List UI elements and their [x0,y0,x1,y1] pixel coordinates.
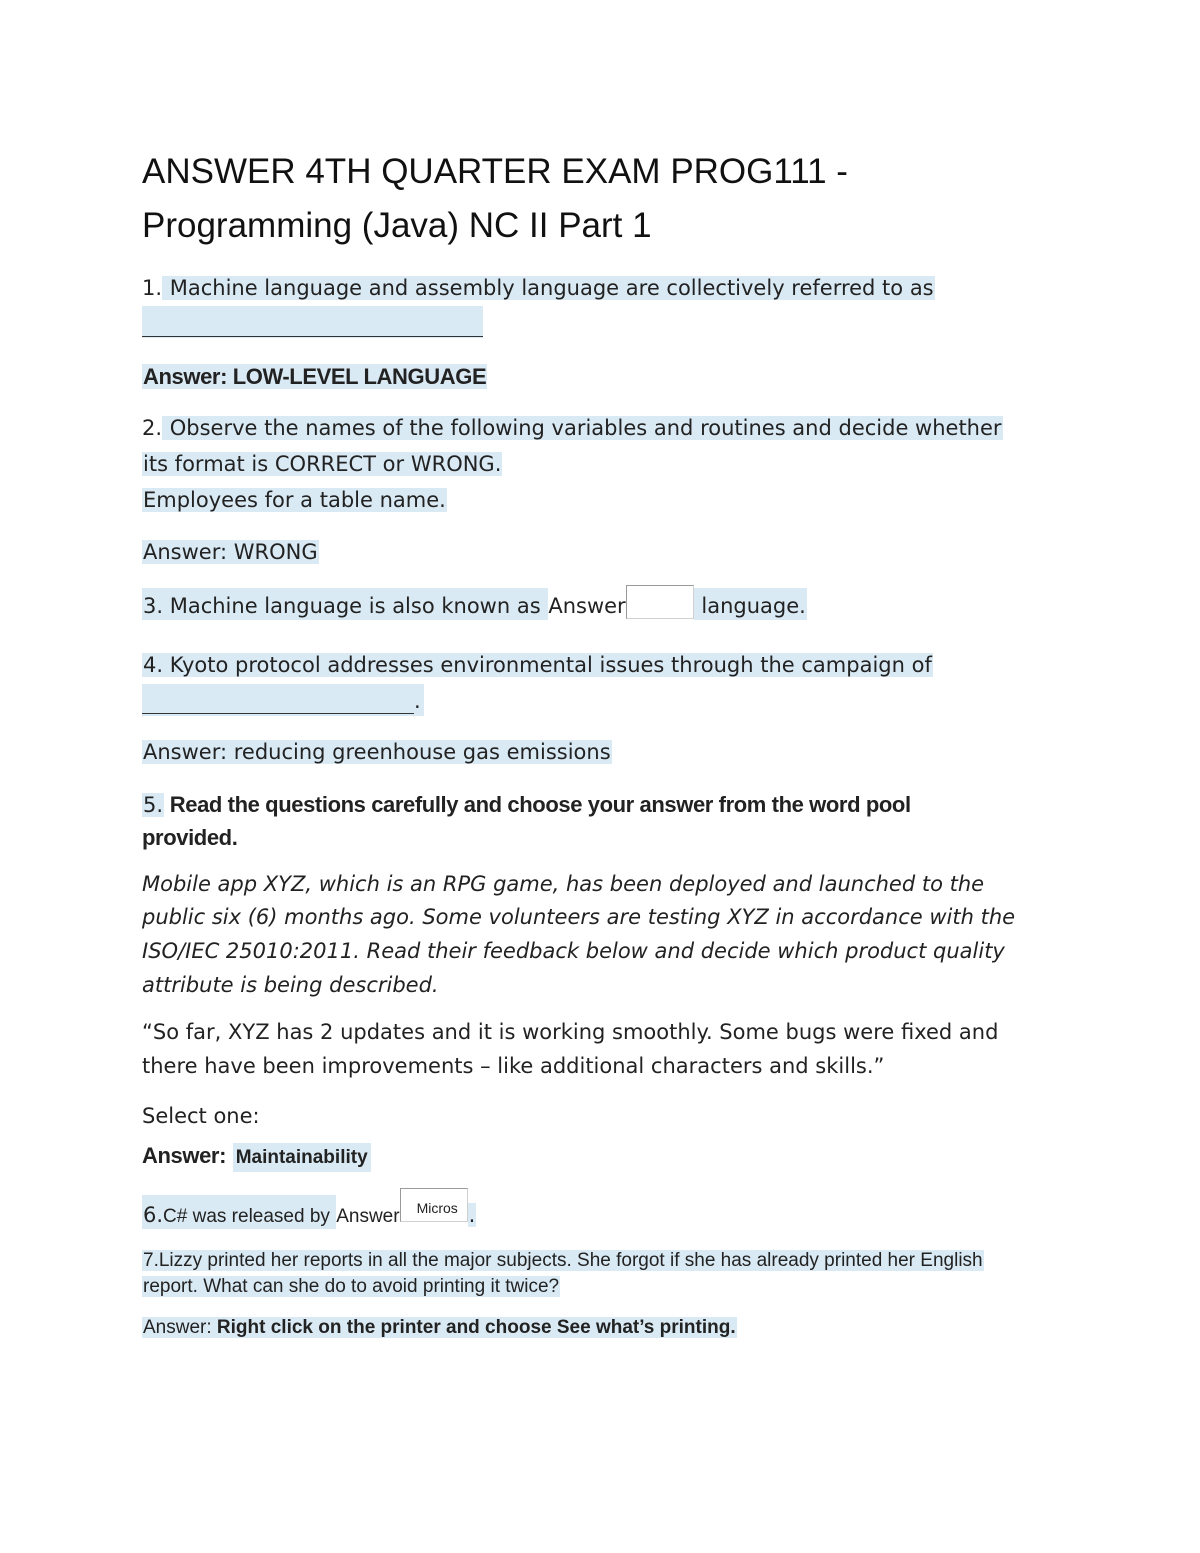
question-4-answer [142,735,612,769]
title-line-1: ANSWER 4TH QUARTER EXAM PROG111 - [142,152,848,191]
question-7-text-1: 7.Lizzy printed her reports in all the major subjects. She forgot if she has already printed her English [143,1250,983,1271]
document-title [142,145,1092,253]
question-6-text: C# was released by [163,1206,336,1227]
question-6-prefix-wrap [142,1195,336,1229]
question-1-number: 1. [142,276,163,300]
question-7-answer-value: Right click on the printer and choose See what’s printing. [216,1317,736,1338]
question-7-answer [142,1315,737,1341]
question-5-instruction-2: provided. [142,825,238,850]
question-2-line-2 [142,447,502,481]
question-2-answer [142,535,319,569]
question-3-answer-input[interactable] [626,585,694,619]
question-5-quote-1: “So far, XYZ has 2 updates and it is working smoothly. Some bugs were fixed and [142,1020,999,1044]
question-1-text: Machine language and assembly language are collectively referred to as [163,276,934,300]
question-5-quote-2: there have been improvements – like additional characters and skills.” [142,1054,885,1078]
question-1-answer-text: Answer: LOW-LEVEL LANGUAGE [143,364,487,389]
question-4-blank [142,713,414,714]
question-5-scenario-4: attribute is being described. [142,973,439,997]
question-3-prefix: 3. Machine language is also known as [142,588,548,620]
question-2-text-2: its format is CORRECT or WRONG. [143,452,502,476]
question-5-answer-value: Maintainability [233,1143,371,1172]
question-7-answer-wrap [142,1317,737,1338]
question-5-instruction-1 [142,788,911,822]
question-7-text-2: report. What can she do to avoid printing it twice? [143,1276,560,1297]
question-3-suffix: language. [694,588,807,620]
question-7-line-2 [142,1274,560,1300]
question-6-answer-value: Micros [416,1200,458,1216]
question-1 [142,271,935,305]
question-6 [142,1198,476,1234]
title-line-2: Programming (Java) NC II Part 1 [142,206,652,245]
question-2-line-3 [142,483,447,517]
question-2-text-1: Observe the names of the following variables and routines and decide whether [163,416,1002,440]
question-5-scenario-1: Mobile app XYZ, which is an RPG game, has been deployed and launched to the [142,872,985,896]
question-3 [142,589,807,623]
question-1-blank [142,336,483,337]
question-6-answer-label: Answer [336,1206,400,1227]
question-4-blank-end: . [414,689,421,713]
question-7-line-1 [142,1248,984,1274]
question-4-text: 4. Kyoto protocol addresses environmental issues through the campaign of [143,653,932,677]
question-6-suffix: . [468,1203,476,1227]
question-7-answer-label: Answer: [143,1317,217,1338]
question-5-answer-label: Answer: [142,1143,226,1168]
question-4-answer-text: Answer: reducing greenhouse gas emissions [143,740,611,764]
question-2-answer-text: Answer: WRONG [143,540,318,564]
question-5-number: 5. [143,793,164,817]
question-2-number: 2. [142,416,163,440]
question-4 [142,648,933,682]
question-5-scenario-2: public six (6) months ago. Some volunteers are testing XYZ in accordance with the [142,905,1016,929]
question-5-answer [142,1139,371,1175]
question-2-text-3: Employees for a table name. [143,488,446,512]
question-1-answer [142,360,487,394]
question-5-scenario-3: ISO/IEC 25010:2011. Read their feedback below and decide which product quality [142,939,1005,963]
question-4-blank-highlight [142,684,424,716]
question-6-answer-input[interactable] [400,1188,468,1222]
question-3-answer-label: Answer [548,594,626,618]
question-1-blank-highlight [142,306,483,338]
question-6-number: 6. [143,1203,164,1227]
question-5-select-label: Select one: [142,1104,260,1128]
question-2-line-1 [142,411,1003,445]
question-5-instruction-text-1: Read the questions carefully and choose your answer from the word pool [164,792,911,817]
